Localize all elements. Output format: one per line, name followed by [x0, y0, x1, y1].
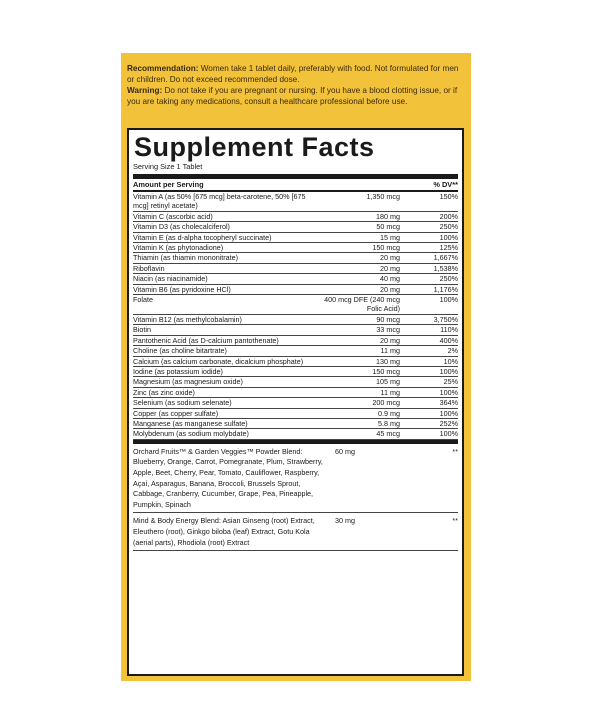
nutrient-row: [133, 274, 458, 284]
nutrient-amount: 1,350 mcg: [366, 192, 400, 201]
nutrient-name: Magnesium (as magnesium oxide): [133, 377, 243, 387]
nutrient-row: [133, 192, 458, 212]
nutrient-row: [133, 367, 458, 377]
nutrient-name: Selenium (as sodium selenate): [133, 398, 232, 408]
nutrient-dv: 1,176%: [433, 284, 458, 294]
nutrient-row: [133, 212, 458, 222]
serving-size: Serving Size 1 Tablet: [133, 162, 458, 179]
recommendation-heading: Recommendation:: [127, 64, 199, 73]
blend-row: [133, 513, 458, 551]
blend-name: Orchard Fruits™ & Garden Veggies™ Powder Blend: Blueberry, Orange, Carrot, Pomegranate, Plum, Strawberry, Apple, Beet, Cherry, Pear, Tomato, Cauliflower, Raspberry, Açaí, Asparagus, Banana, Broccoli, Brussels Sprout, Cabbage, Cranberry, Cucumber, Grape, Pea, Pineapple, Pumpkin, Spinach: [133, 446, 323, 509]
nutrient-amount: 150 mcg: [372, 243, 400, 253]
nutrient-dv: 3,750%: [433, 314, 458, 324]
blend-amount: 60 mg: [335, 446, 355, 456]
nutrient-amount: 11 mg: [380, 346, 400, 356]
nutrient-amount: 15 mg: [380, 232, 400, 242]
nutrient-name: Pantothenic Acid (as D-calcium pantothenate): [133, 335, 279, 345]
nutrient-dv: 100%: [439, 429, 458, 439]
nutrient-row: [133, 388, 458, 398]
warning-text: Do not take if you are pregnant or nursing. If you have a blood clotting issue, or if you are taking any medications, consult a healthcare professional before use.: [127, 86, 458, 106]
nutrient-amount: 20 mg: [380, 284, 400, 294]
nutrient-dv: 364%: [439, 398, 458, 408]
nutrient-list: [133, 192, 458, 440]
nutrient-amount: 40 mg: [380, 274, 400, 284]
nutrient-row: [133, 398, 458, 408]
nutrient-name: Riboflavin: [133, 263, 165, 273]
nutrient-amount: 105 mg: [376, 377, 400, 387]
nutrient-dv: 250%: [439, 274, 458, 284]
nutrient-name: Folate: [133, 295, 153, 305]
nutrient-row: [133, 377, 458, 387]
nutrient-amount: 20 mg: [380, 253, 400, 263]
nutrient-dv: 100%: [439, 366, 458, 376]
nutrient-amount: 45 mcg: [376, 429, 400, 439]
nutrient-row: [133, 346, 458, 356]
nutrient-row: [133, 222, 458, 232]
nutrient-dv: 400%: [439, 335, 458, 345]
nutrient-dv: 2%: [447, 346, 458, 356]
blend-row: [133, 440, 458, 514]
nutrient-amount: 20 mg: [380, 263, 400, 273]
nutrient-row: [133, 429, 458, 439]
nutrient-dv: 125%: [439, 243, 458, 253]
blend-dv: **: [452, 516, 458, 526]
nutrient-dv: 100%: [439, 295, 458, 305]
nutrient-row: [133, 253, 458, 263]
recommendation: [127, 63, 463, 85]
nutrient-row: [133, 233, 458, 243]
nutrient-row: [133, 336, 458, 346]
nutrient-dv: 100%: [439, 387, 458, 397]
nutrient-row: [133, 295, 458, 315]
nutrient-amount: 20 mg: [380, 335, 400, 345]
nutrient-row: [133, 409, 458, 419]
nutrient-dv: 10%: [443, 356, 458, 366]
blend-list: [133, 440, 458, 551]
column-header-row: [133, 179, 458, 192]
warning: [127, 85, 463, 107]
nutrient-row: [133, 419, 458, 429]
nutrient-name: Manganese (as manganese sulfate): [133, 418, 248, 428]
nutrient-amount: 400 mcg DFE (240 mcg Folic Acid): [324, 295, 400, 314]
nutrient-dv: 110%: [440, 325, 458, 335]
nutrient-row: [133, 285, 458, 295]
nutrient-dv: 1,667%: [433, 253, 458, 263]
nutrient-name: Vitamin K (as phytonadione): [133, 243, 224, 253]
nutrient-amount: 0.9 mg: [378, 408, 400, 418]
facts-title: Supplement Facts: [134, 132, 375, 162]
blend-name: Mind & Body Energy Blend: Asian Ginseng (root) Extract, Eleuthero (root), Ginkgo biloba (leaf) Extract, Gotu Kola (aerial parts), Rhodiola (root) Extract: [133, 516, 315, 547]
nutrient-amount: 5.8 mg: [378, 418, 400, 428]
supplement-facts-panel: [127, 128, 464, 676]
nutrient-name: Iodine (as potassium iodide): [133, 366, 223, 376]
nutrient-name: Vitamin D3 (as cholecalciferol): [133, 222, 230, 232]
nutrient-dv: 100%: [439, 408, 458, 418]
nutrient-amount: 50 mcg: [376, 222, 400, 232]
blend-amount: 30 mg: [335, 516, 355, 526]
nutrient-dv: 100%: [439, 232, 458, 242]
nutrient-row: [133, 325, 458, 335]
nutrient-name: Thiamin (as thiamin mononitrate): [133, 253, 239, 263]
nutrient-dv: 25%: [443, 377, 458, 387]
directions-text: [127, 63, 463, 107]
nutrient-name: Choline (as choline bitartrate): [133, 346, 227, 356]
supplement-label: [121, 53, 471, 681]
nutrient-name: Copper (as copper sulfate): [133, 408, 219, 418]
nutrient-amount: 150 mcg: [372, 366, 400, 376]
nutrient-amount: 90 mcg: [376, 314, 400, 324]
nutrient-name: Biotin: [133, 325, 151, 335]
nutrient-name: Zinc (as zinc oxide): [133, 387, 195, 397]
recommendation-text: Women take 1 tablet daily, preferably with food. Not formulated for men or children. Do not exceed recommended dose.: [127, 64, 459, 84]
nutrient-dv: 200%: [439, 211, 458, 221]
nutrient-row: [133, 315, 458, 325]
nutrient-amount: 180 mg: [376, 211, 400, 221]
nutrient-amount: 33 mcg: [376, 325, 400, 335]
nutrient-name: Vitamin B12 (as methylcobalamin): [133, 314, 242, 324]
nutrient-amount: 11 mg: [380, 387, 400, 397]
nutrient-name: Calcium (as calcium carbonate, dicalcium phosphate): [133, 356, 304, 366]
nutrient-amount: 130 mg: [376, 356, 400, 366]
nutrient-dv: 252%: [439, 418, 458, 428]
nutrient-name: Vitamin E (as d-alpha tocopheryl succinate): [133, 232, 272, 242]
nutrient-name: Vitamin A (as 50% [675 mcg] beta-carotene, 50% [675 mcg] retinyl acetate): [133, 192, 306, 211]
nutrient-name: Vitamin C (ascorbic acid): [133, 211, 213, 221]
dv-header: % DV**: [433, 180, 458, 189]
amount-header: Amount per Serving: [133, 180, 204, 189]
nutrient-name: Vitamin B6 (as pyridoxine HCl): [133, 284, 231, 294]
blend-dv: **: [452, 446, 458, 456]
nutrient-name: Molybdenum (as sodium molybdate): [133, 429, 249, 439]
nutrient-amount: 200 mcg: [372, 398, 400, 408]
warning-heading: Warning:: [127, 86, 163, 95]
nutrient-row: [133, 243, 458, 253]
nutrient-row: [133, 357, 458, 367]
nutrient-name: Niacin (as niacinamide): [133, 274, 208, 284]
nutrient-dv: 150%: [439, 192, 458, 201]
nutrient-dv: 250%: [439, 222, 458, 232]
nutrient-dv: 1,538%: [433, 263, 458, 273]
nutrient-row: [133, 264, 458, 274]
